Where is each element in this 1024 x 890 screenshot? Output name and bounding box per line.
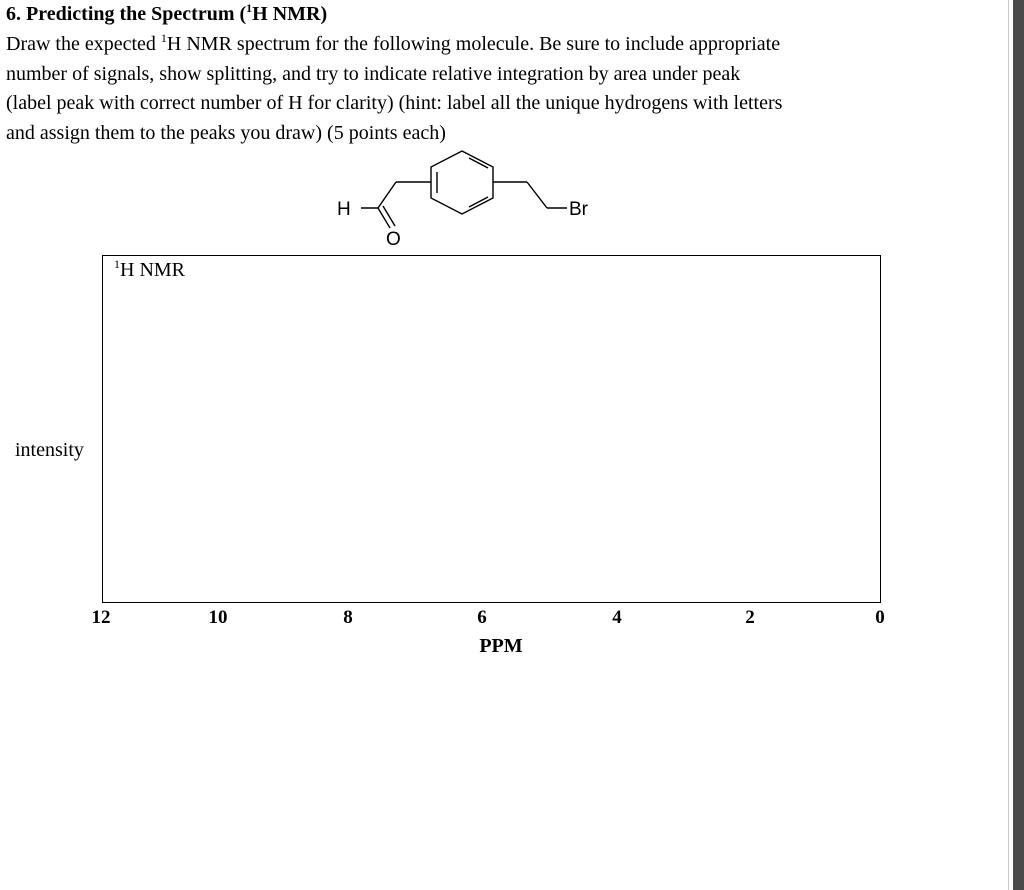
x-tick-12: 12 <box>91 607 111 628</box>
x-tick-4: 4 <box>612 607 622 628</box>
question-title-text: Predicting the Spectrum ( <box>26 3 247 25</box>
nmr-plot-area[interactable] <box>102 255 881 603</box>
x-tick-10: 10 <box>208 607 228 628</box>
bromine-atom-label: Br <box>569 199 588 220</box>
instruction-line-3: (label peak with correct number of H for clarity) (hint: label all the unique hydrogens with letters <box>6 92 783 114</box>
bond <box>527 182 547 208</box>
question-title-end: H NMR) <box>252 3 328 25</box>
hydrogen-atom-label: H <box>337 199 351 220</box>
nmr-plot-label: $^1$H NMR <box>114 257 186 281</box>
page-scroll-edge <box>1013 0 1024 890</box>
molecule-structure <box>320 140 620 255</box>
x-tick-0: 0 <box>875 607 885 628</box>
x-tick-6: 6 <box>477 607 487 628</box>
instruction-line-2: number of signals, show splitting, and try to indicate relative integration by area under peak <box>6 62 741 85</box>
question-instructions <box>6 30 906 148</box>
benzene-ring <box>431 151 493 214</box>
question-title-superscript: 1 <box>246 1 253 15</box>
bond <box>378 182 396 208</box>
instruction-line-4: and assign them to the peaks you draw) (5 points each) <box>6 121 446 144</box>
instruction-superscript: 1 <box>160 31 167 45</box>
oxygen-atom-label: O <box>386 229 401 250</box>
carbonyl-bond <box>378 208 390 228</box>
x-tick-8: 8 <box>343 607 353 628</box>
x-tick-2: 2 <box>745 607 755 628</box>
instruction-line-1: Draw the expected $^1$H NMR spectrum for the following molecule. Be sure to include appropriate <box>6 31 781 55</box>
page-edge-line <box>1008 0 1009 890</box>
y-axis-label: intensity <box>15 439 84 461</box>
x-axis-label: PPM <box>479 635 523 657</box>
carbonyl-bond <box>383 206 395 226</box>
question-title <box>6 1 327 27</box>
question-number: 6. <box>6 3 21 25</box>
